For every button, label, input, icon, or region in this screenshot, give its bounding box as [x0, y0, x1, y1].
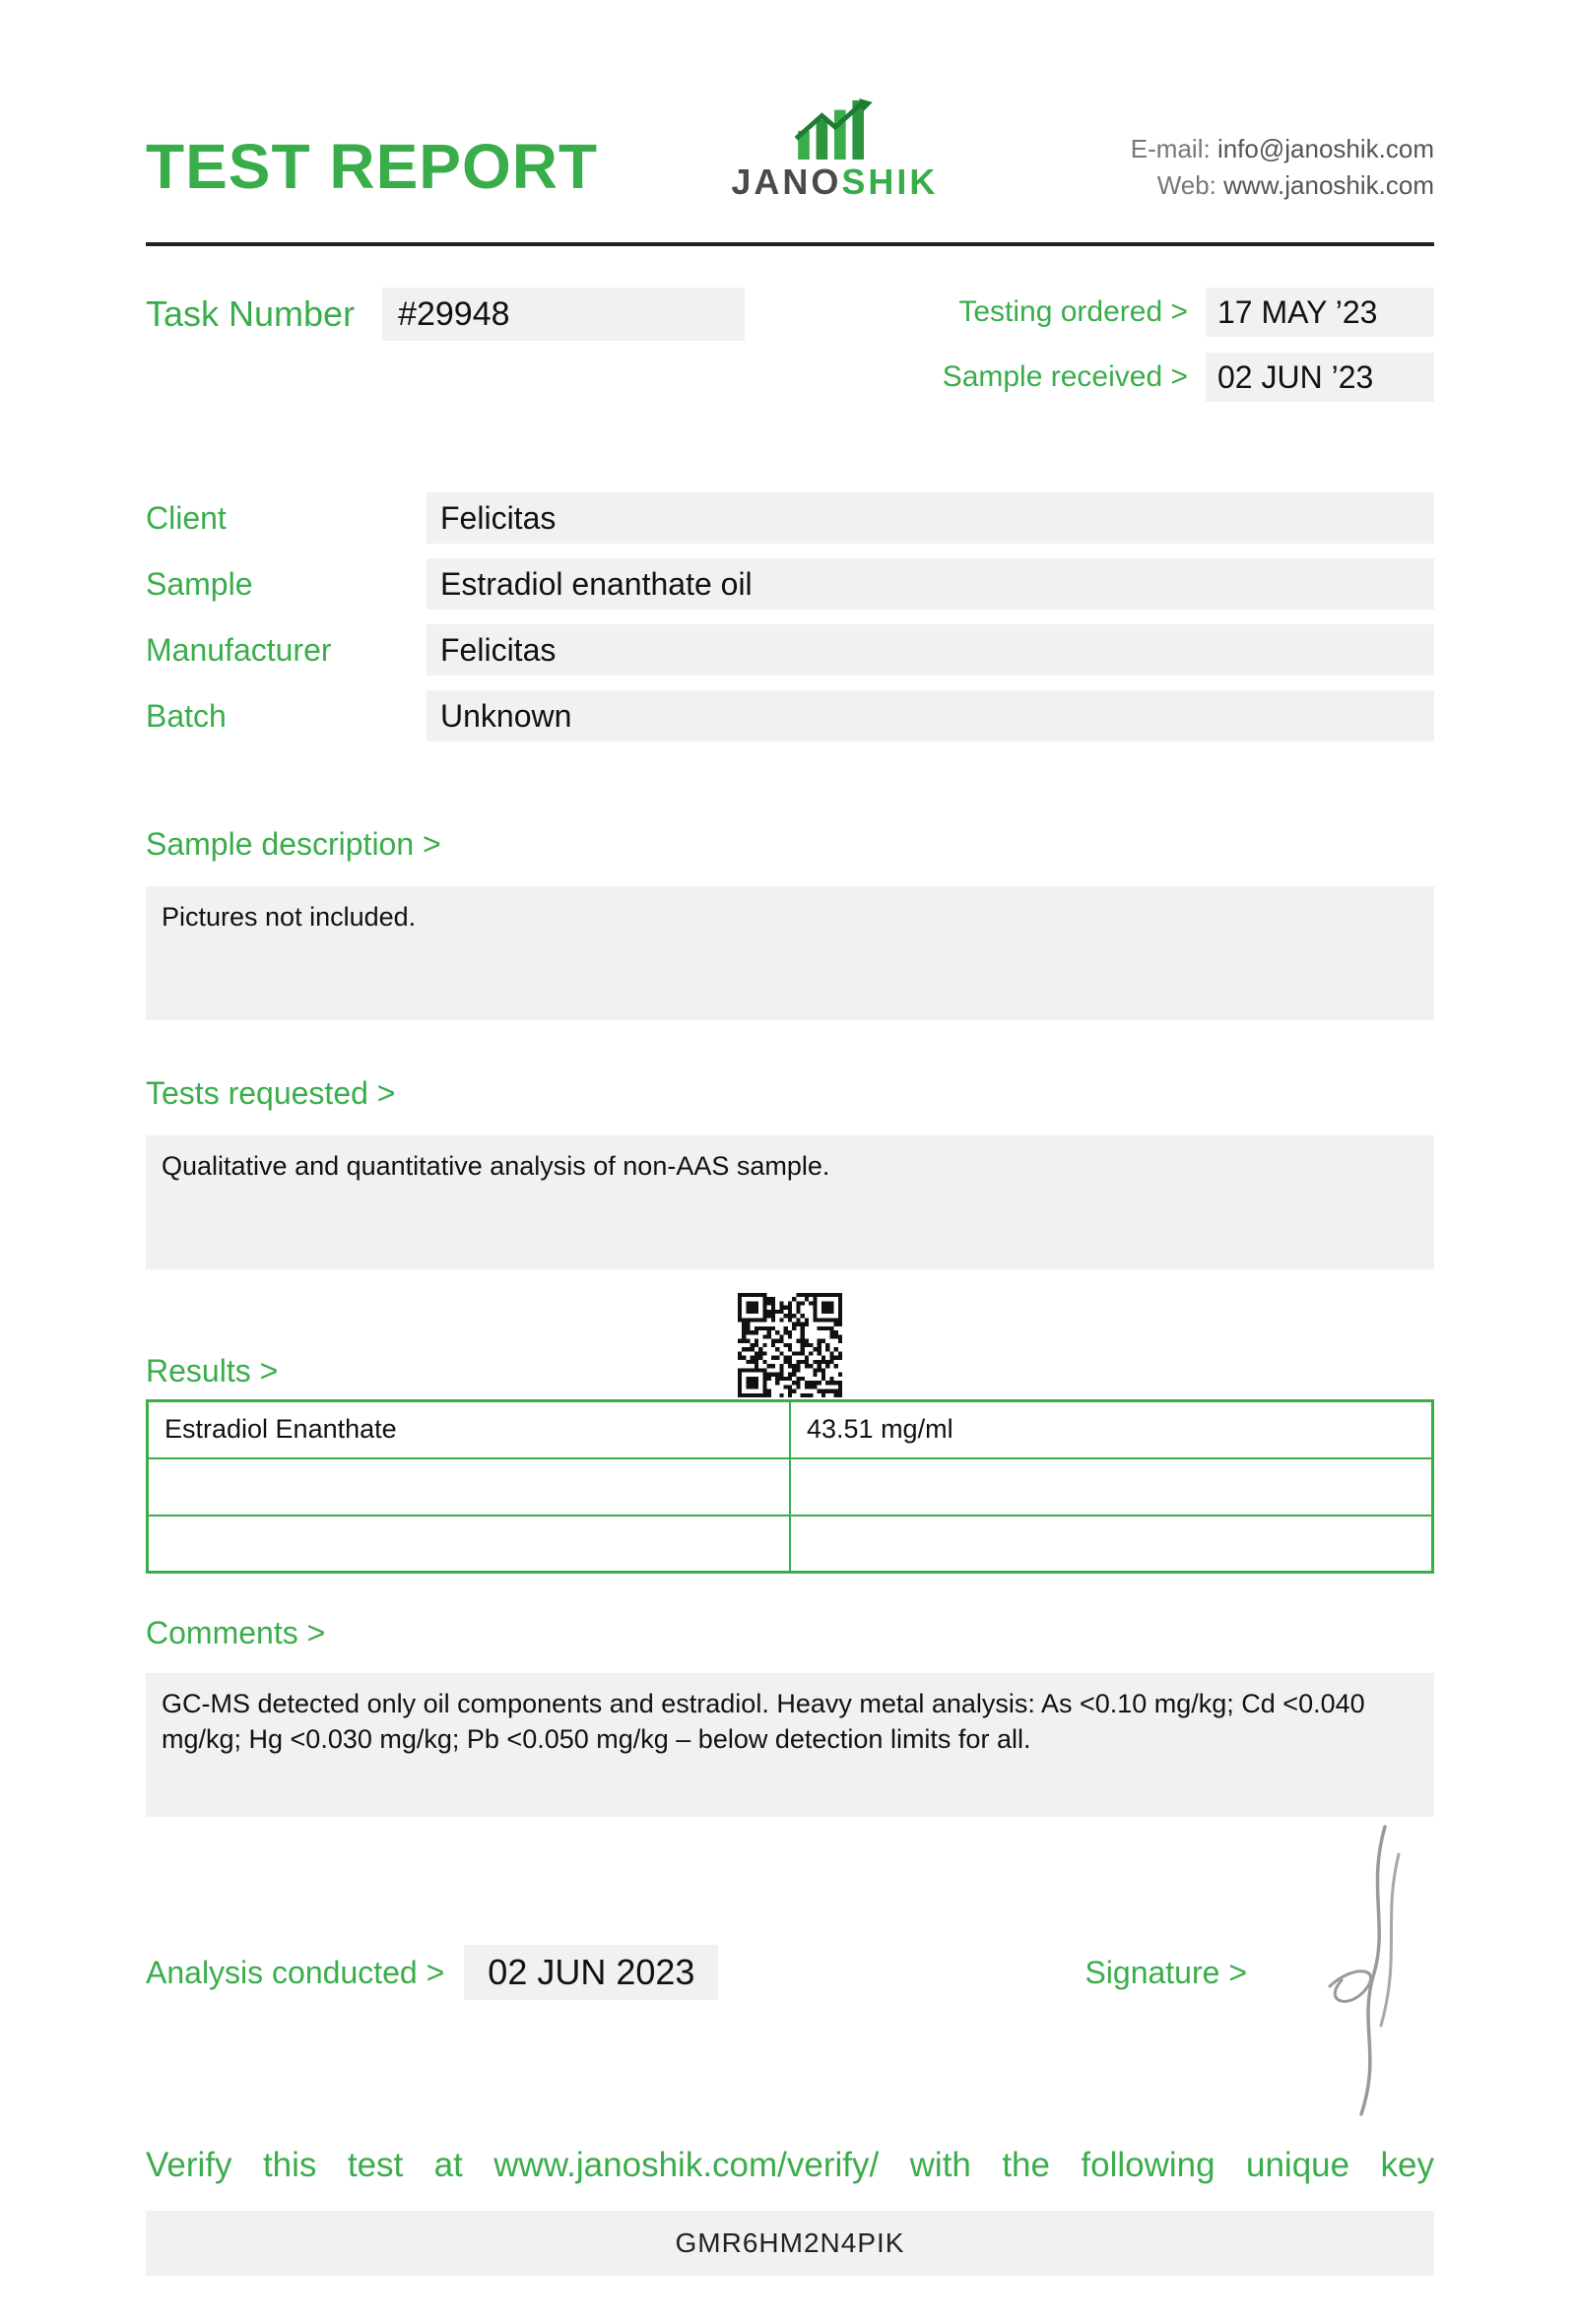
task-number-label: Task Number [146, 293, 356, 334]
handwritten-signature [1290, 1819, 1428, 2124]
logo-wordmark [731, 161, 938, 203]
header-divider [146, 242, 1434, 246]
contact-info [1131, 131, 1434, 203]
comments-box: GC-MS detected only oil components and estradiol. Heavy metal analysis: As <0.10 mg/kg; Cd <0.040 mg/kg; Hg <0.030 mg/kg; Pb <0.050 mg/kg – below detection limits for all. [146, 1673, 1434, 1817]
results-table [146, 1399, 1434, 1574]
sample-description-heading: Sample description > [146, 826, 441, 862]
analysis-conducted-label: Analysis conducted > [146, 1954, 445, 1990]
comments-heading: Comments > [146, 1615, 326, 1650]
report-header [146, 0, 1434, 203]
email-label: E-mail: [1130, 134, 1211, 164]
sample-description-box: Pictures not included. [146, 886, 1434, 1020]
sample-received-value: 02 JUN ’23 [1206, 353, 1434, 402]
testing-ordered-value: 17 MAY ’23 [1206, 288, 1434, 337]
page-title: TEST REPORT [146, 131, 599, 202]
signature-label: Signature > [1084, 1954, 1247, 1990]
analysis-date-value: 02 JUN 2023 [464, 1945, 718, 2000]
batch-value: Unknown [427, 690, 1434, 742]
result-value [790, 1516, 1433, 1573]
qr-code [738, 1293, 842, 1397]
client-label: Client [146, 499, 227, 536]
sample-received-label: Sample received > [942, 360, 1188, 393]
email-value: info@janoshik.com [1216, 134, 1434, 164]
tests-requested-heading: Tests requested > [146, 1075, 396, 1111]
web-label: Web: [1156, 169, 1216, 200]
task-number-value: #29948 [382, 288, 745, 341]
janoshik-logo [731, 98, 938, 203]
manufacturer-label: Manufacturer [146, 631, 332, 668]
results-band [146, 1279, 1434, 1399]
sample-value: Estradiol enanthate oil [427, 558, 1434, 610]
result-substance [148, 1458, 791, 1516]
batch-label: Batch [146, 697, 227, 734]
footer-row [146, 1945, 1434, 2000]
bar-chart-uptrend-icon [791, 98, 878, 160]
task-section [146, 288, 1434, 402]
task-number-group [146, 288, 745, 402]
result-substance: Estradiol Enanthate [148, 1401, 791, 1458]
result-value [790, 1458, 1433, 1516]
logo-wordmark-dark: JANO [731, 161, 842, 202]
logo-wordmark-green: SHIK [841, 161, 939, 202]
tests-requested-box: Qualitative and quantitative analysis of non-AAS sample. [146, 1135, 1434, 1269]
client-value: Felicitas [427, 492, 1434, 544]
result-value: 43.51 mg/ml [790, 1401, 1433, 1458]
table-row [148, 1458, 1433, 1516]
dates-group [943, 288, 1434, 402]
analysis-group [146, 1945, 718, 2000]
results-heading: Results > [146, 1353, 279, 1388]
verify-instruction: Verify this test at www.janoshik.com/verify/ with the following unique key [146, 2146, 1434, 2184]
testing-ordered-label: Testing ordered > [958, 295, 1188, 328]
table-row [148, 1401, 1433, 1458]
table-row [148, 1516, 1433, 1573]
contact-email-line [1131, 131, 1434, 166]
manufacturer-value: Felicitas [427, 624, 1434, 676]
result-substance [148, 1516, 791, 1573]
web-value: www.janoshik.com [1223, 169, 1434, 200]
sample-label: Sample [146, 565, 253, 602]
unique-key-value: GMR6HM2N4PIK [146, 2211, 1434, 2276]
details-section [146, 492, 1434, 742]
contact-web-line [1131, 167, 1434, 203]
